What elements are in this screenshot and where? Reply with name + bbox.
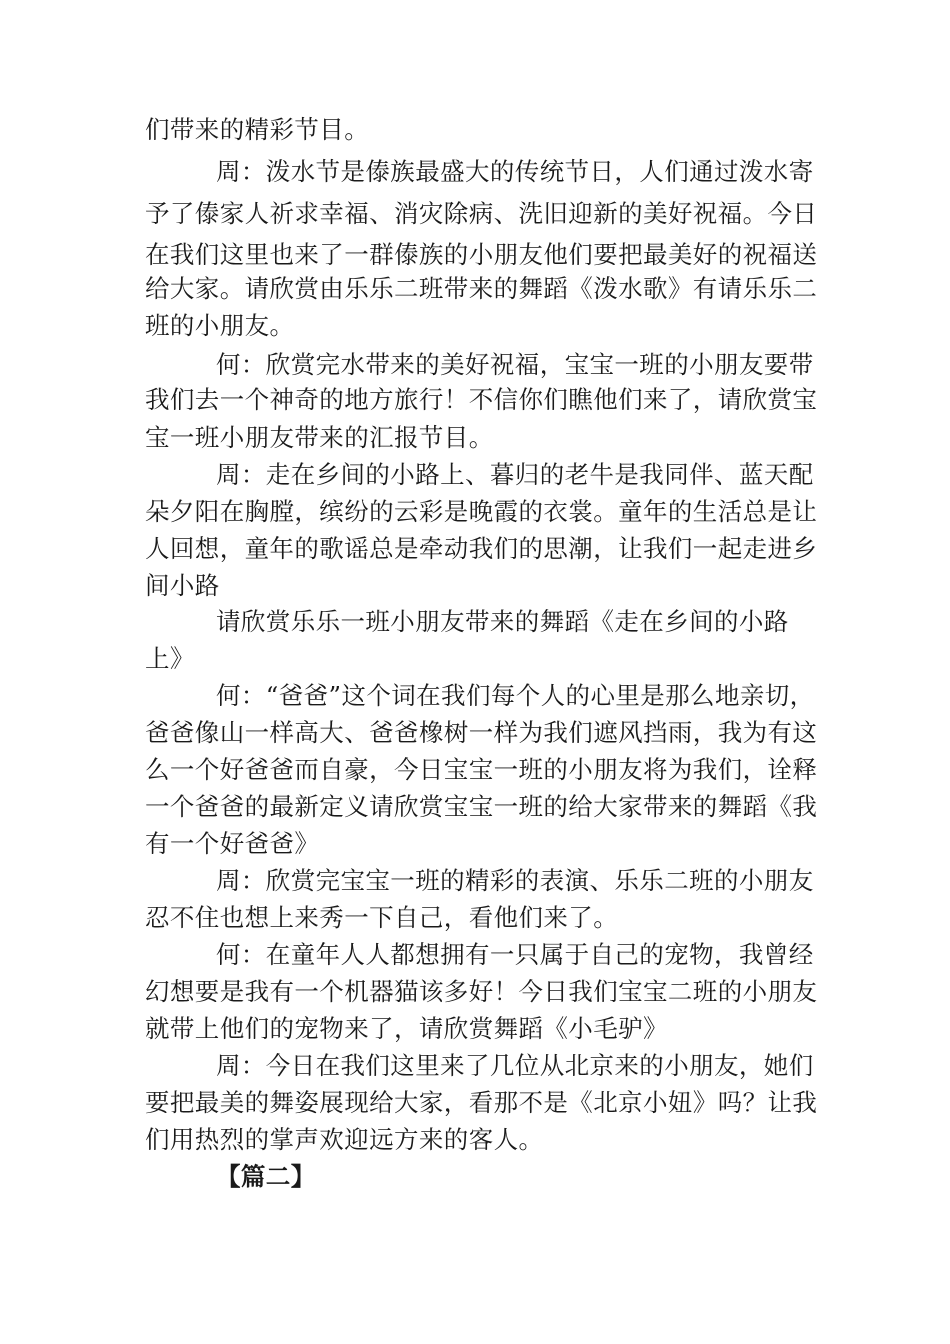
text-line: 要把最美的舞姿展现给大家，看那不是《北京小妞》吗？让我 (145, 1088, 818, 1117)
section-heading: 【篇二】 (216, 1162, 316, 1191)
text-line: 有一个好爸爸》 (145, 829, 320, 858)
text-line: 朵夕阳在胸膛，缤纷的云彩是晚霞的衣裳。童年的生活总是让 (145, 497, 818, 526)
text-line: 班的小朋友。 (145, 311, 295, 340)
text-line: 周：走在乡间的小路上、暮归的老牛是我同伴、蓝天配 (216, 460, 814, 489)
text-line: 上》 (145, 644, 195, 673)
text-line: 在我们这里也来了一群傣族的小朋友他们要把最美好的祝福送 (145, 240, 818, 269)
text-line: 人回想，童年的歌谣总是牵动我们的思潮，让我们一起走进乡 (145, 534, 818, 563)
text-line: 爸爸像山一样高大、爸爸橡树一样为我们遮风挡雨，我为有这 (145, 718, 818, 747)
text-line: 宝一班小朋友带来的汇报节目。 (145, 423, 494, 452)
text-line: 何：欣赏完水带来的美好祝福，宝宝一班的小朋友要带 (216, 350, 814, 379)
text-line: 忍不住也想上来秀一下自己，看他们来了。 (145, 903, 619, 932)
text-line: 予了傣家人祈求幸福、消灾除病、洗旧迎新的美好祝福。今日 (145, 199, 818, 228)
text-line: 们用热烈的掌声欢迎远方来的客人。 (145, 1125, 544, 1154)
text-line: 么一个好爸爸而自豪，今日宝宝一班的小朋友将为我们，诠释 (145, 755, 818, 784)
text-line: 我们去一个神奇的地方旅行！不信你们瞧他们来了，请欣赏宝 (145, 385, 818, 414)
text-line: 周：泼水节是傣族最盛大的传统节日，人们通过泼水寄 (216, 157, 814, 186)
text-line: 们带来的精彩节目。 (145, 115, 370, 144)
text-line: 一个爸爸的最新定义请欣赏宝宝一班的给大家带来的舞蹈《我 (145, 792, 818, 821)
text-line: 就带上他们的宠物来了，请欣赏舞蹈《小毛驴》 (145, 1014, 668, 1043)
text-line: 给大家。请欣赏由乐乐二班带来的舞蹈《泼水歌》有请乐乐二 (145, 274, 818, 303)
text-line: 请欣赏乐乐一班小朋友带来的舞蹈《走在乡间的小路 (216, 607, 789, 636)
text-line: 何：在童年人人都想拥有一只属于自己的宠物，我曾经 (216, 940, 814, 969)
text-line: 周：欣赏完宝宝一班的精彩的表演、乐乐二班的小朋友 (216, 866, 814, 895)
text-line: 间小路 (145, 571, 220, 600)
text-line: 幻想要是我有一个机器猫该多好！今日我们宝宝二班的小朋友 (145, 977, 818, 1006)
text-line: 周：今日在我们这里来了几位从北京来的小朋友，她们 (216, 1051, 814, 1080)
text-line: 何：“爸爸”这个词在我们每个人的心里是那么地亲切， (216, 681, 815, 710)
